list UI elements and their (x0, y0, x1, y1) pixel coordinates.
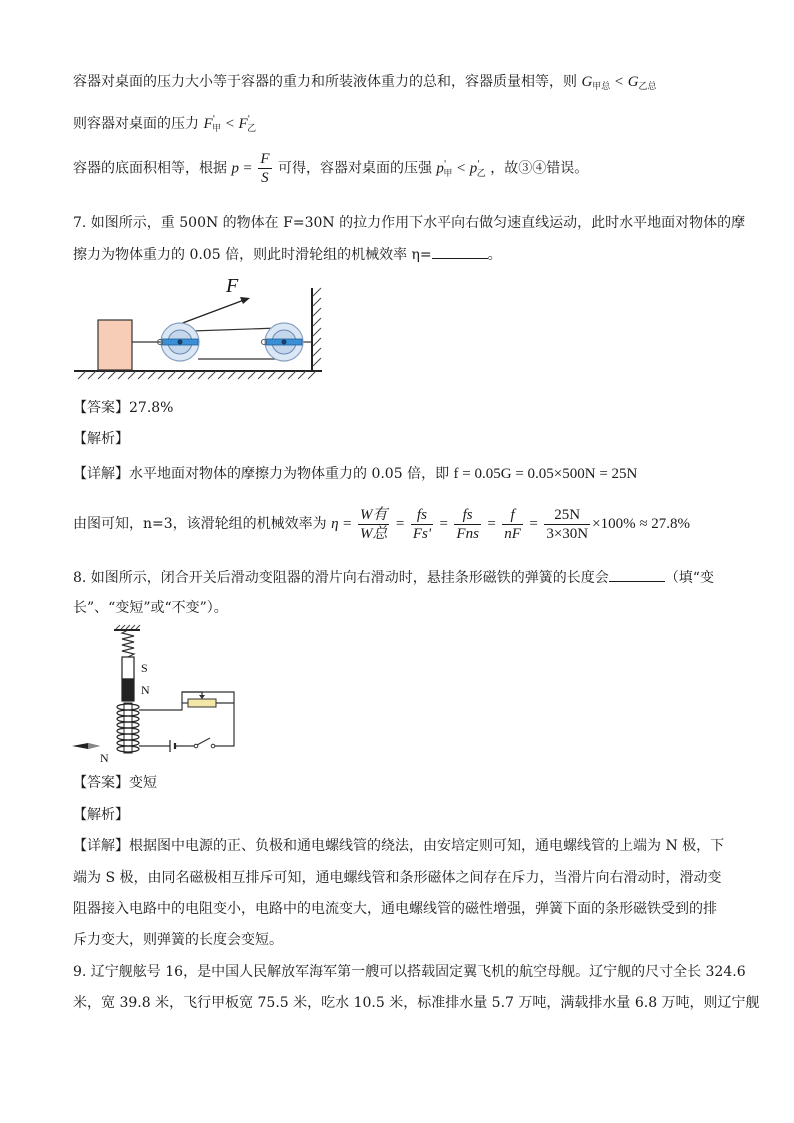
q8-analysis-tag: 【解析】 (73, 807, 129, 823)
pulley-system-figure (70, 272, 330, 384)
eta-symbol: η (331, 516, 339, 532)
question-text: 。 (487, 247, 502, 263)
magnet-n-half (122, 679, 134, 701)
detail-tag: 【详解】 (73, 466, 129, 482)
fraction-f-over-s (258, 150, 271, 187)
q8-detail-line-3: 阻器接入电路中的电阻变小，电路中的电流变大，通电螺线管的磁性增强，弹簧下面的条形磁铁受到的排 (73, 901, 717, 917)
less-than-sign: < (456, 160, 466, 177)
fraction-fs: $\frac{fs}{Fs'}$ (412, 506, 432, 542)
equals-sign: = (243, 160, 252, 177)
paragraph-text: 可得，容器对桌面的压强 (277, 160, 432, 177)
question-7-line-1: 7. 如图所示，重 500N 的物体在 F=30N 的拉力作用下水平向右做匀速直线运动，此时水平地面对物体的摩 (73, 215, 746, 231)
magnet-s-half (122, 657, 134, 679)
pressure-symbol: p (231, 160, 239, 177)
magnet-n-label: N (141, 683, 150, 697)
force-arrow (180, 300, 244, 324)
subscript: 乙 (476, 168, 486, 179)
fraction-work: $\frac{\text{W有}}{\text{W总}}$ (359, 506, 388, 542)
paragraph-text: 容器对桌面的压力大小等于容器的重力和所装液体重力的总和，容器质量相等，则 (73, 74, 577, 90)
pressure-symbol: p (436, 160, 444, 177)
subscript: 甲总 (592, 82, 611, 92)
answer-value: 27.8% (129, 400, 174, 416)
paragraph-container-force (73, 114, 256, 136)
question-9-line-2: 米，宽 39.8 米，飞行甲板宽 75.5 米，吃水 10.5 米，标准排水量 5.7 万吨，满载排水量 6.8 万吨，则辽宁舰 (73, 995, 760, 1011)
q7-detail-line (73, 464, 637, 484)
q8-detail-line-4: 斥力变大，则弹簧的长度会变短。 (73, 932, 283, 948)
q7-efficiency-line: 由图可知，n=3，该滑轮组的机械效率为 η = $\frac{\text{W有}}{\text{W总}}$ = $\frac{fs}{Fs'}$ = $\frac{fs}{\text{Fns}}$ = $\frac{f}{nF}$ = $\frac{25N}{3\times 30N}$ ×100% ≈ 27.8% (73, 506, 691, 542)
paragraph-text: 容器的底面积相等，根据 (73, 160, 227, 177)
q8-detail-line-1 (73, 836, 724, 856)
question-8-line-1 (73, 567, 714, 588)
force-label: F (226, 275, 239, 297)
switch-contact (211, 744, 215, 748)
answer-value: 变短 (129, 775, 157, 791)
switch-lever (197, 738, 210, 745)
needle-n-label: N (100, 751, 109, 764)
wall-hatching (313, 288, 321, 366)
subscript: 甲 (212, 124, 222, 134)
question-8-line-2: 长”、“变短”或“不变”）。 (73, 600, 228, 616)
answer-tag: 【答案】 (73, 775, 129, 791)
efficiency-result: ×100% ≈ 27.8% (592, 516, 691, 532)
question-9-line-1: 9. 辽宁舰舷号 16，是中国人民解放军海军第一艘可以搭载固定翼飞机的航空母舰。辽宁舰的尺寸全长 324.6 (73, 964, 746, 980)
less-than-sign: < (225, 116, 235, 132)
subscript: 乙总 (638, 82, 657, 92)
fraction-fns: $\frac{fs}{\text{Fns}}$ (456, 506, 479, 542)
detail-text: 根据图中电源的正、负极和通电螺线管的绕法，由安培定则可知，通电螺线管的上端为 N 极，下 (129, 838, 725, 854)
prime-mark: ' (443, 159, 447, 170)
rheostat (188, 699, 216, 707)
paragraph-container-mass (73, 72, 657, 94)
efficiency-text: 由图可知，n=3，该滑轮组的机械效率为 (73, 516, 327, 532)
gravity-symbol: G (627, 74, 639, 90)
subscript: 甲 (443, 168, 453, 179)
force-symbol: F (203, 116, 213, 132)
detail-text: 水平地面对物体的摩擦力为物体重力的 0.05 倍，即 (129, 466, 450, 482)
fraction-numerator: F (260, 151, 270, 167)
detail-tag: 【详解】 (73, 838, 129, 854)
gravity-symbol: G (581, 74, 593, 90)
circuit-wire (139, 692, 234, 746)
paragraph-text: ，故③④错误。 (490, 160, 589, 177)
friction-equation: f = 0.05G = 0.05×500N = 25N (453, 466, 638, 482)
fraction-denominator: S (261, 170, 269, 186)
q8-detail-line-2: 端为 S 极，由同名磁极相互排斥可知，通电螺线管和条形磁体之间存在斥力，当滑片向右滑动时，滑动变 (73, 870, 722, 886)
question-text: 擦力为物体重力的 0.05 倍，则此时滑轮组的机械效率 η= (73, 247, 432, 263)
magnet-s-label: S (141, 661, 148, 675)
pressure-symbol: p (469, 160, 478, 177)
arrowhead (240, 297, 250, 304)
answer-blank (609, 567, 665, 582)
question-text: 8. 如图所示，闭合开关后滑动变阻器的滑片向右滑动时，悬挂条形磁铁的弹簧的长度会 (73, 570, 609, 586)
prime-mark: ' (247, 115, 251, 125)
less-than-sign: < (614, 74, 624, 90)
paragraph-text: 则容器对桌面的压力 (73, 116, 199, 132)
fraction-numeric: $\frac{25N}{3\times 30N}$ (546, 506, 589, 542)
prime-mark: ' (212, 115, 216, 125)
subscript: 乙 (247, 124, 257, 134)
fraction-f-nf: $\frac{f}{nF}$ (504, 506, 521, 542)
paragraph-container-pressure (73, 150, 588, 189)
rope (192, 328, 278, 331)
spring (122, 630, 134, 657)
q8-answer-line (73, 773, 157, 793)
answer-tag: 【答案】 (73, 400, 129, 416)
q7-analysis-tag: 【解析】 (73, 431, 129, 447)
q7-answer-line (73, 398, 173, 418)
question-7-line-2 (73, 244, 502, 265)
question-text: （填“变 (664, 570, 714, 586)
object-block (98, 320, 132, 370)
prime-mark: ' (477, 159, 480, 170)
ground-hatching (78, 371, 316, 379)
answer-blank (432, 244, 488, 259)
electromagnet-figure (70, 624, 246, 764)
force-symbol: F (238, 116, 248, 132)
